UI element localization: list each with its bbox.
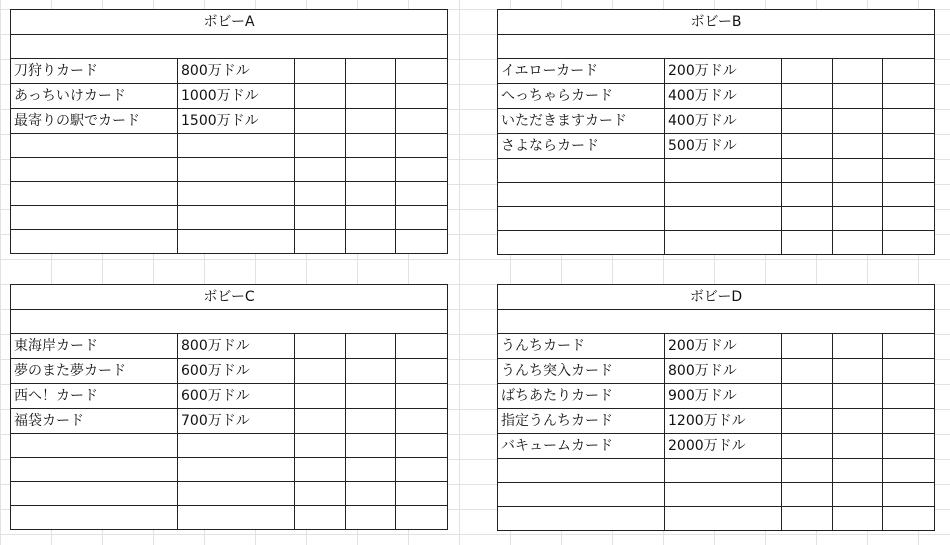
bobby-c-block bbox=[10, 284, 447, 534]
card-name-cell[interactable] bbox=[11, 506, 178, 530]
empty-cell[interactable] bbox=[782, 84, 833, 109]
card-name-cell[interactable]: うんち突入カード bbox=[498, 359, 665, 384]
table-row bbox=[11, 206, 448, 230]
card-name-cell[interactable] bbox=[11, 434, 178, 458]
empty-cell[interactable] bbox=[833, 384, 883, 409]
empty-cell[interactable] bbox=[833, 84, 883, 109]
card-name-cell[interactable] bbox=[498, 159, 665, 183]
empty-cell[interactable] bbox=[396, 482, 448, 506]
table-row bbox=[498, 384, 935, 409]
table-row bbox=[11, 134, 448, 158]
card-name-cell[interactable]: さよならカード bbox=[498, 134, 665, 159]
card-name-cell[interactable]: 刀狩りカード bbox=[11, 59, 178, 84]
empty-cell[interactable] bbox=[883, 483, 935, 507]
empty-cell[interactable] bbox=[833, 483, 883, 507]
empty-cell[interactable] bbox=[833, 409, 883, 434]
table-row bbox=[11, 230, 448, 254]
empty-cell[interactable] bbox=[295, 134, 346, 158]
price-cell[interactable]: 600万ドル bbox=[178, 384, 295, 409]
table-row bbox=[498, 483, 935, 507]
empty-cell[interactable] bbox=[883, 134, 935, 159]
card-price-table bbox=[10, 284, 448, 530]
table-row bbox=[498, 409, 935, 434]
empty-cell[interactable] bbox=[883, 434, 935, 459]
empty-cell[interactable] bbox=[396, 230, 448, 254]
price-cell[interactable] bbox=[178, 158, 295, 182]
price-cell[interactable] bbox=[665, 159, 782, 183]
price-cell[interactable] bbox=[178, 458, 295, 482]
empty-cell[interactable] bbox=[295, 359, 346, 384]
card-name-cell[interactable]: バキュームカード bbox=[498, 434, 665, 459]
card-name-cell[interactable]: うんちカード bbox=[498, 334, 665, 359]
empty-cell[interactable] bbox=[883, 507, 935, 531]
price-cell[interactable]: 1000万ドル bbox=[178, 84, 295, 109]
price-cell[interactable]: 800万ドル bbox=[665, 359, 782, 384]
card-name-cell[interactable]: 最寄りの駅でカード bbox=[11, 109, 178, 134]
card-name-cell[interactable]: イエローカード bbox=[498, 59, 665, 84]
price-cell[interactable] bbox=[665, 483, 782, 507]
table-row bbox=[11, 409, 448, 434]
empty-cell[interactable] bbox=[295, 506, 346, 530]
price-cell[interactable]: 200万ドル bbox=[665, 59, 782, 84]
empty-merged-cell[interactable] bbox=[11, 35, 448, 59]
table-row bbox=[498, 84, 935, 109]
price-cell[interactable]: 600万ドル bbox=[178, 359, 295, 384]
price-cell[interactable] bbox=[178, 230, 295, 254]
card-name-cell[interactable]: 東海岸カード bbox=[11, 334, 178, 359]
empty-cell[interactable] bbox=[833, 183, 883, 207]
empty-cell[interactable] bbox=[833, 231, 883, 255]
card-name-cell[interactable] bbox=[498, 507, 665, 531]
empty-cell[interactable] bbox=[833, 459, 883, 483]
empty-cell[interactable] bbox=[346, 59, 396, 84]
table-row bbox=[11, 359, 448, 384]
empty-cell[interactable] bbox=[883, 231, 935, 255]
empty-cell[interactable] bbox=[883, 109, 935, 134]
block-title[interactable]: ボビーD bbox=[498, 285, 935, 310]
empty-cell[interactable] bbox=[396, 384, 448, 409]
price-cell[interactable] bbox=[178, 182, 295, 206]
empty-cell[interactable] bbox=[833, 359, 883, 384]
empty-cell[interactable] bbox=[833, 159, 883, 183]
empty-cell[interactable] bbox=[396, 334, 448, 359]
table-row bbox=[498, 207, 935, 231]
empty-cell[interactable] bbox=[346, 409, 396, 434]
empty-cell[interactable] bbox=[346, 182, 396, 206]
price-cell[interactable]: 500万ドル bbox=[665, 134, 782, 159]
empty-cell[interactable] bbox=[883, 334, 935, 359]
card-name-cell[interactable]: 指定うんちカード bbox=[498, 409, 665, 434]
card-name-cell[interactable] bbox=[11, 158, 178, 182]
table-row bbox=[11, 458, 448, 482]
card-name-cell[interactable]: いただきますカード bbox=[498, 109, 665, 134]
empty-cell[interactable] bbox=[782, 359, 833, 384]
card-name-cell[interactable]: あっちいけカード bbox=[11, 84, 178, 109]
card-name-cell[interactable]: ばちあたりカード bbox=[498, 384, 665, 409]
empty-cell[interactable] bbox=[396, 134, 448, 158]
card-name-cell[interactable] bbox=[11, 182, 178, 206]
table-row bbox=[11, 434, 448, 458]
empty-cell[interactable] bbox=[346, 434, 396, 458]
empty-cell[interactable] bbox=[346, 158, 396, 182]
bobby-d-block bbox=[497, 284, 934, 534]
price-cell[interactable] bbox=[178, 482, 295, 506]
empty-cell[interactable] bbox=[396, 109, 448, 134]
empty-cell[interactable] bbox=[883, 359, 935, 384]
empty-cell[interactable] bbox=[883, 59, 935, 84]
card-name-cell[interactable] bbox=[11, 206, 178, 230]
empty-cell[interactable] bbox=[782, 384, 833, 409]
table-row bbox=[11, 84, 448, 109]
empty-cell[interactable] bbox=[346, 359, 396, 384]
empty-merged-cell[interactable] bbox=[11, 310, 448, 334]
card-name-cell[interactable] bbox=[498, 183, 665, 207]
empty-cell[interactable] bbox=[883, 207, 935, 231]
empty-cell[interactable] bbox=[883, 159, 935, 183]
price-cell[interactable] bbox=[665, 507, 782, 531]
empty-cell[interactable] bbox=[295, 206, 346, 230]
price-cell[interactable] bbox=[665, 183, 782, 207]
empty-cell[interactable] bbox=[295, 434, 346, 458]
table-row bbox=[11, 482, 448, 506]
empty-cell[interactable] bbox=[346, 384, 396, 409]
empty-cell[interactable] bbox=[833, 507, 883, 531]
price-cell[interactable] bbox=[178, 434, 295, 458]
table-row bbox=[11, 334, 448, 359]
empty-cell[interactable] bbox=[295, 409, 346, 434]
empty-cell[interactable] bbox=[346, 206, 396, 230]
table-row bbox=[498, 109, 935, 134]
price-cell[interactable]: 1500万ドル bbox=[178, 109, 295, 134]
empty-cell[interactable] bbox=[346, 506, 396, 530]
empty-cell[interactable] bbox=[833, 434, 883, 459]
empty-merged-cell[interactable] bbox=[498, 35, 935, 59]
empty-cell[interactable] bbox=[295, 182, 346, 206]
bobby-a-block bbox=[10, 9, 447, 259]
empty-cell[interactable] bbox=[295, 482, 346, 506]
table-row bbox=[498, 159, 935, 183]
empty-cell[interactable] bbox=[396, 359, 448, 384]
card-name-cell[interactable] bbox=[11, 482, 178, 506]
table-row bbox=[11, 506, 448, 530]
empty-cell[interactable] bbox=[346, 109, 396, 134]
card-name-cell[interactable]: 福袋カード bbox=[11, 409, 178, 434]
empty-cell[interactable] bbox=[396, 59, 448, 84]
empty-cell[interactable] bbox=[396, 182, 448, 206]
empty-cell[interactable] bbox=[396, 434, 448, 458]
table-row bbox=[11, 384, 448, 409]
table-row bbox=[11, 109, 448, 134]
price-cell[interactable]: 1200万ドル bbox=[665, 409, 782, 434]
card-name-cell[interactable] bbox=[11, 458, 178, 482]
empty-cell[interactable] bbox=[782, 183, 833, 207]
price-cell[interactable] bbox=[665, 231, 782, 255]
empty-cell[interactable] bbox=[396, 84, 448, 109]
price-cell[interactable] bbox=[178, 506, 295, 530]
card-name-cell[interactable]: へっちゃらカード bbox=[498, 84, 665, 109]
empty-cell[interactable] bbox=[782, 109, 833, 134]
card-name-cell[interactable] bbox=[498, 459, 665, 483]
empty-cell[interactable] bbox=[295, 59, 346, 84]
empty-cell[interactable] bbox=[782, 459, 833, 483]
price-cell[interactable]: 400万ドル bbox=[665, 84, 782, 109]
empty-cell[interactable] bbox=[295, 230, 346, 254]
empty-cell[interactable] bbox=[883, 183, 935, 207]
price-cell[interactable]: 800万ドル bbox=[178, 59, 295, 84]
price-cell[interactable]: 2000万ドル bbox=[665, 434, 782, 459]
empty-cell[interactable] bbox=[346, 134, 396, 158]
empty-cell[interactable] bbox=[295, 458, 346, 482]
card-name-cell[interactable] bbox=[498, 483, 665, 507]
empty-cell[interactable] bbox=[295, 158, 346, 182]
empty-cell[interactable] bbox=[295, 109, 346, 134]
empty-cell[interactable] bbox=[883, 409, 935, 434]
table-row bbox=[498, 459, 935, 483]
card-price-table bbox=[497, 9, 935, 255]
card-price-table bbox=[497, 284, 935, 531]
empty-cell[interactable] bbox=[396, 158, 448, 182]
card-name-cell[interactable]: 西へ！カード bbox=[11, 384, 178, 409]
empty-cell[interactable] bbox=[782, 231, 833, 255]
empty-cell[interactable] bbox=[782, 483, 833, 507]
table-row bbox=[498, 183, 935, 207]
empty-cell[interactable] bbox=[782, 507, 833, 531]
table-row bbox=[498, 334, 935, 359]
empty-cell[interactable] bbox=[833, 134, 883, 159]
price-cell[interactable] bbox=[665, 459, 782, 483]
empty-cell[interactable] bbox=[396, 206, 448, 230]
empty-cell[interactable] bbox=[883, 459, 935, 483]
empty-cell[interactable] bbox=[782, 409, 833, 434]
price-cell[interactable] bbox=[178, 206, 295, 230]
block-title[interactable]: ボビーC bbox=[11, 285, 448, 310]
card-name-cell[interactable] bbox=[11, 230, 178, 254]
empty-cell[interactable] bbox=[833, 207, 883, 231]
empty-cell[interactable] bbox=[782, 434, 833, 459]
empty-cell[interactable] bbox=[833, 334, 883, 359]
empty-cell[interactable] bbox=[782, 134, 833, 159]
price-cell[interactable]: 900万ドル bbox=[665, 384, 782, 409]
table-row bbox=[498, 134, 935, 159]
empty-cell[interactable] bbox=[346, 84, 396, 109]
empty-cell[interactable] bbox=[295, 334, 346, 359]
card-price-table bbox=[10, 9, 448, 254]
empty-cell[interactable] bbox=[782, 159, 833, 183]
empty-cell[interactable] bbox=[883, 384, 935, 409]
table-row bbox=[11, 59, 448, 84]
empty-cell[interactable] bbox=[883, 84, 935, 109]
bobby-b-block bbox=[497, 9, 934, 259]
block-title[interactable]: ボビーB bbox=[498, 10, 935, 35]
table-row bbox=[498, 507, 935, 531]
block-title[interactable]: ボビーA bbox=[11, 10, 448, 35]
empty-cell[interactable] bbox=[396, 409, 448, 434]
empty-cell[interactable] bbox=[295, 384, 346, 409]
card-name-cell[interactable]: 夢のまた夢カード bbox=[11, 359, 178, 384]
table-row bbox=[498, 359, 935, 384]
table-row bbox=[498, 59, 935, 84]
price-cell[interactable] bbox=[178, 134, 295, 158]
price-cell[interactable]: 200万ドル bbox=[665, 334, 782, 359]
table-row bbox=[498, 434, 935, 459]
empty-cell[interactable] bbox=[295, 84, 346, 109]
card-name-cell[interactable] bbox=[498, 231, 665, 255]
empty-cell[interactable] bbox=[396, 506, 448, 530]
empty-cell[interactable] bbox=[833, 59, 883, 84]
empty-cell[interactable] bbox=[782, 59, 833, 84]
price-cell[interactable]: 700万ドル bbox=[178, 409, 295, 434]
empty-cell[interactable] bbox=[346, 230, 396, 254]
table-row bbox=[498, 231, 935, 255]
price-cell[interactable]: 800万ドル bbox=[178, 334, 295, 359]
empty-cell[interactable] bbox=[346, 482, 396, 506]
empty-cell[interactable] bbox=[396, 458, 448, 482]
empty-cell[interactable] bbox=[346, 334, 396, 359]
card-name-cell[interactable] bbox=[498, 207, 665, 231]
table-row bbox=[11, 158, 448, 182]
empty-cell[interactable] bbox=[346, 458, 396, 482]
empty-merged-cell[interactable] bbox=[498, 310, 935, 334]
price-cell[interactable] bbox=[665, 207, 782, 231]
empty-cell[interactable] bbox=[833, 109, 883, 134]
card-name-cell[interactable] bbox=[11, 134, 178, 158]
empty-cell[interactable] bbox=[782, 207, 833, 231]
price-cell[interactable]: 400万ドル bbox=[665, 109, 782, 134]
empty-cell[interactable] bbox=[782, 334, 833, 359]
table-row bbox=[11, 182, 448, 206]
